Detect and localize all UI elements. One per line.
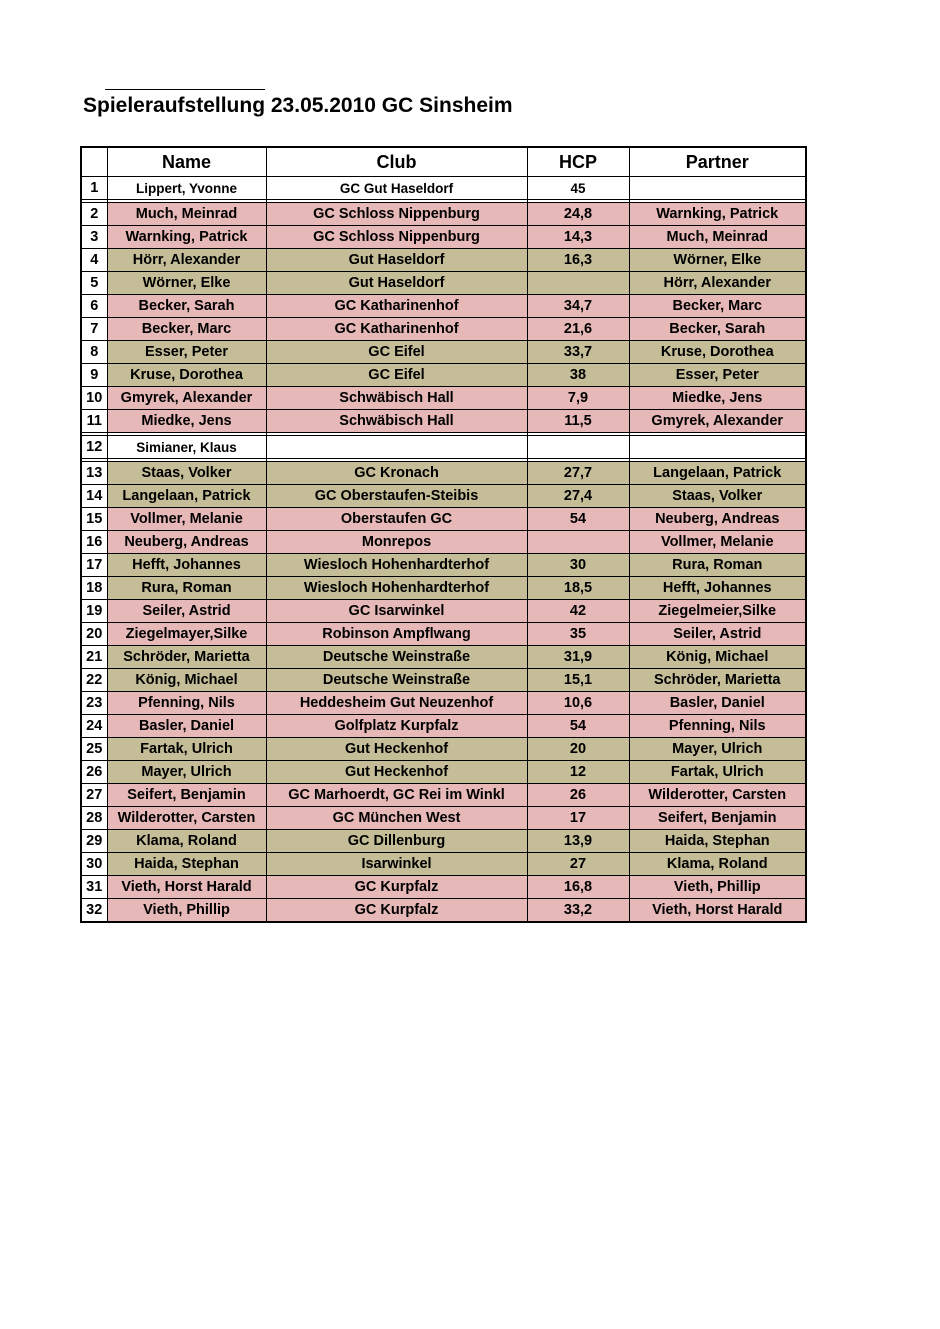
header-hcp: HCP: [527, 147, 629, 177]
header-number: [81, 147, 107, 177]
hcp-cell: 15,1: [527, 669, 629, 692]
partner-cell: Warnking, Patrick: [629, 203, 806, 226]
table-row: [81, 508, 806, 531]
row-number-cell: 4: [81, 249, 107, 272]
table-row: [81, 295, 806, 318]
header-name: Name: [107, 147, 266, 177]
table-row: [81, 600, 806, 623]
table-row: [81, 177, 806, 200]
partner-cell: Klama, Roland: [629, 853, 806, 876]
hcp-cell: 33,7: [527, 341, 629, 364]
table-row: [81, 364, 806, 387]
hcp-cell: [527, 272, 629, 295]
name-cell: Lippert, Yvonne: [107, 177, 266, 200]
partner-cell: Mayer, Ulrich: [629, 738, 806, 761]
hcp-cell: 26: [527, 784, 629, 807]
table-row: [81, 387, 806, 410]
row-number-cell: 19: [81, 600, 107, 623]
hcp-cell: 17: [527, 807, 629, 830]
table-row: [81, 830, 806, 853]
hcp-cell: 54: [527, 508, 629, 531]
name-cell: Vieth, Phillip: [107, 899, 266, 923]
row-number-cell: 3: [81, 226, 107, 249]
row-number-cell: 26: [81, 761, 107, 784]
club-cell: GC München West: [266, 807, 527, 830]
hcp-cell: 27,7: [527, 462, 629, 485]
club-cell: Gut Heckenhof: [266, 761, 527, 784]
club-cell: GC Isarwinkel: [266, 600, 527, 623]
club-cell: Robinson Ampflwang: [266, 623, 527, 646]
row-number-cell: 17: [81, 554, 107, 577]
row-number-cell: 21: [81, 646, 107, 669]
table-row: [81, 623, 806, 646]
row-number-cell: 15: [81, 508, 107, 531]
row-number-cell: 14: [81, 485, 107, 508]
row-number-cell: 2: [81, 203, 107, 226]
partner-cell: Schröder, Marietta: [629, 669, 806, 692]
table-row: [81, 462, 806, 485]
hcp-cell: 38: [527, 364, 629, 387]
partner-cell: Seiler, Astrid: [629, 623, 806, 646]
row-number-cell: 24: [81, 715, 107, 738]
club-cell: GC Schloss Nippenburg: [266, 203, 527, 226]
title-overline: [105, 89, 265, 90]
partner-cell: Vollmer, Melanie: [629, 531, 806, 554]
table-header-row: [81, 147, 806, 177]
name-cell: Basler, Daniel: [107, 715, 266, 738]
row-number-cell: 16: [81, 531, 107, 554]
name-cell: Simianer, Klaus: [107, 436, 266, 459]
name-cell: Vollmer, Melanie: [107, 508, 266, 531]
partner-cell: Wörner, Elke: [629, 249, 806, 272]
club-cell: Gut Heckenhof: [266, 738, 527, 761]
name-cell: Vieth, Horst Harald: [107, 876, 266, 899]
partner-cell: Neuberg, Andreas: [629, 508, 806, 531]
partner-cell: Pfenning, Nils: [629, 715, 806, 738]
club-cell: GC Marhoerdt, GC Rei im Winkl: [266, 784, 527, 807]
club-cell: Schwäbisch Hall: [266, 410, 527, 433]
hcp-cell: 13,9: [527, 830, 629, 853]
name-cell: Hefft, Johannes: [107, 554, 266, 577]
club-cell: Oberstaufen GC: [266, 508, 527, 531]
row-number-cell: 7: [81, 318, 107, 341]
name-cell: Mayer, Ulrich: [107, 761, 266, 784]
hcp-cell: 27: [527, 853, 629, 876]
row-number-cell: 10: [81, 387, 107, 410]
name-cell: Seiler, Astrid: [107, 600, 266, 623]
hcp-cell: [527, 531, 629, 554]
name-cell: Neuberg, Andreas: [107, 531, 266, 554]
hcp-cell: 34,7: [527, 295, 629, 318]
name-cell: Rura, Roman: [107, 577, 266, 600]
header-partner: Partner: [629, 147, 806, 177]
table-row: [81, 853, 806, 876]
name-cell: Fartak, Ulrich: [107, 738, 266, 761]
table-row: [81, 669, 806, 692]
row-number-cell: 23: [81, 692, 107, 715]
table-row: [81, 577, 806, 600]
name-cell: Klama, Roland: [107, 830, 266, 853]
name-cell: Gmyrek, Alexander: [107, 387, 266, 410]
name-cell: Warnking, Patrick: [107, 226, 266, 249]
hcp-cell: 30: [527, 554, 629, 577]
club-cell: Monrepos: [266, 531, 527, 554]
name-cell: Haida, Stephan: [107, 853, 266, 876]
partner-cell: Kruse, Dorothea: [629, 341, 806, 364]
name-cell: Miedke, Jens: [107, 410, 266, 433]
name-cell: Kruse, Dorothea: [107, 364, 266, 387]
club-cell: Gut Haseldorf: [266, 249, 527, 272]
club-cell: Wiesloch Hohenhardterhof: [266, 554, 527, 577]
row-number-cell: 32: [81, 899, 107, 923]
name-cell: Staas, Volker: [107, 462, 266, 485]
row-number-cell: 25: [81, 738, 107, 761]
table-row: [81, 807, 806, 830]
table-row: [81, 761, 806, 784]
name-cell: König, Michael: [107, 669, 266, 692]
row-number-cell: 27: [81, 784, 107, 807]
table-row: [81, 784, 806, 807]
club-cell: Schwäbisch Hall: [266, 387, 527, 410]
table-row: [81, 715, 806, 738]
name-cell: Wörner, Elke: [107, 272, 266, 295]
hcp-cell: 31,9: [527, 646, 629, 669]
hcp-cell: 20: [527, 738, 629, 761]
table-row: [81, 203, 806, 226]
club-cell: Deutsche Weinstraße: [266, 669, 527, 692]
row-number-cell: 20: [81, 623, 107, 646]
hcp-cell: 16,8: [527, 876, 629, 899]
name-cell: Becker, Sarah: [107, 295, 266, 318]
club-cell: GC Kurpfalz: [266, 876, 527, 899]
hcp-cell: 45: [527, 177, 629, 200]
club-cell: GC Oberstaufen-Steibis: [266, 485, 527, 508]
partner-cell: Hefft, Johannes: [629, 577, 806, 600]
table-row: [81, 876, 806, 899]
name-cell: Langelaan, Patrick: [107, 485, 266, 508]
row-number-cell: 6: [81, 295, 107, 318]
name-cell: Seifert, Benjamin: [107, 784, 266, 807]
partner-cell: Ziegelmeier,Silke: [629, 600, 806, 623]
partner-cell: Rura, Roman: [629, 554, 806, 577]
partner-cell: Fartak, Ulrich: [629, 761, 806, 784]
page-title: Spieleraufstellung 23.05.2010 GC Sinsheim: [83, 94, 513, 117]
club-cell: GC Katharinenhof: [266, 318, 527, 341]
row-number-cell: 12: [81, 436, 107, 459]
partner-cell: Vieth, Horst Harald: [629, 899, 806, 923]
row-number-cell: 11: [81, 410, 107, 433]
hcp-cell: 21,6: [527, 318, 629, 341]
club-cell: GC Eifel: [266, 364, 527, 387]
table-row: [81, 410, 806, 433]
hcp-cell: 24,8: [527, 203, 629, 226]
partner-cell: Haida, Stephan: [629, 830, 806, 853]
name-cell: Schröder, Marietta: [107, 646, 266, 669]
hcp-cell: 54: [527, 715, 629, 738]
club-cell: Heddesheim Gut Neuzenhof: [266, 692, 527, 715]
hcp-cell: 27,4: [527, 485, 629, 508]
row-number-cell: 8: [81, 341, 107, 364]
table-row: [81, 318, 806, 341]
partner-cell: Gmyrek, Alexander: [629, 410, 806, 433]
club-cell: GC Eifel: [266, 341, 527, 364]
name-cell: Much, Meinrad: [107, 203, 266, 226]
partner-cell: Wilderotter, Carsten: [629, 784, 806, 807]
club-cell: GC Gut Haseldorf: [266, 177, 527, 200]
partner-cell: Becker, Sarah: [629, 318, 806, 341]
name-cell: Esser, Peter: [107, 341, 266, 364]
header-club: Club: [266, 147, 527, 177]
hcp-cell: 16,3: [527, 249, 629, 272]
row-number-cell: 30: [81, 853, 107, 876]
club-cell: Gut Haseldorf: [266, 272, 527, 295]
club-cell: GC Kurpfalz: [266, 899, 527, 923]
hcp-cell: 42: [527, 600, 629, 623]
partner-cell: Basler, Daniel: [629, 692, 806, 715]
partner-cell: Vieth, Phillip: [629, 876, 806, 899]
row-number-cell: 13: [81, 462, 107, 485]
name-cell: Ziegelmayer,Silke: [107, 623, 266, 646]
hcp-cell: 11,5: [527, 410, 629, 433]
club-cell: Deutsche Weinstraße: [266, 646, 527, 669]
club-cell: GC Katharinenhof: [266, 295, 527, 318]
row-number-cell: 29: [81, 830, 107, 853]
club-cell: [266, 436, 527, 459]
table-body: [81, 177, 806, 923]
partner-cell: [629, 177, 806, 200]
hcp-cell: 10,6: [527, 692, 629, 715]
player-table: [80, 146, 807, 923]
partner-cell: König, Michael: [629, 646, 806, 669]
row-number-cell: 28: [81, 807, 107, 830]
partner-cell: Miedke, Jens: [629, 387, 806, 410]
partner-cell: Much, Meinrad: [629, 226, 806, 249]
row-number-cell: 31: [81, 876, 107, 899]
partner-cell: Hörr, Alexander: [629, 272, 806, 295]
club-cell: Golfplatz Kurpfalz: [266, 715, 527, 738]
name-cell: Becker, Marc: [107, 318, 266, 341]
partner-cell: [629, 436, 806, 459]
row-number-cell: 22: [81, 669, 107, 692]
hcp-cell: 14,3: [527, 226, 629, 249]
hcp-cell: [527, 436, 629, 459]
hcp-cell: 35: [527, 623, 629, 646]
partner-cell: Becker, Marc: [629, 295, 806, 318]
row-number-cell: 1: [81, 177, 107, 200]
row-number-cell: 5: [81, 272, 107, 295]
table-row: [81, 692, 806, 715]
club-cell: GC Schloss Nippenburg: [266, 226, 527, 249]
table-row: [81, 554, 806, 577]
table-row: [81, 531, 806, 554]
table-row: [81, 341, 806, 364]
table-row: [81, 899, 806, 923]
hcp-cell: 7,9: [527, 387, 629, 410]
table-row: [81, 436, 806, 459]
table-row: [81, 249, 806, 272]
row-number-cell: 9: [81, 364, 107, 387]
club-cell: GC Kronach: [266, 462, 527, 485]
club-cell: Isarwinkel: [266, 853, 527, 876]
hcp-cell: 12: [527, 761, 629, 784]
table-row: [81, 485, 806, 508]
club-cell: GC Dillenburg: [266, 830, 527, 853]
name-cell: Pfenning, Nils: [107, 692, 266, 715]
partner-cell: Langelaan, Patrick: [629, 462, 806, 485]
name-cell: Wilderotter, Carsten: [107, 807, 266, 830]
partner-cell: Staas, Volker: [629, 485, 806, 508]
partner-cell: Seifert, Benjamin: [629, 807, 806, 830]
table-row: [81, 646, 806, 669]
row-number-cell: 18: [81, 577, 107, 600]
name-cell: Hörr, Alexander: [107, 249, 266, 272]
table-row: [81, 738, 806, 761]
partner-cell: Esser, Peter: [629, 364, 806, 387]
table-row: [81, 272, 806, 295]
hcp-cell: 33,2: [527, 899, 629, 923]
club-cell: Wiesloch Hohenhardterhof: [266, 577, 527, 600]
hcp-cell: 18,5: [527, 577, 629, 600]
table-row: [81, 226, 806, 249]
